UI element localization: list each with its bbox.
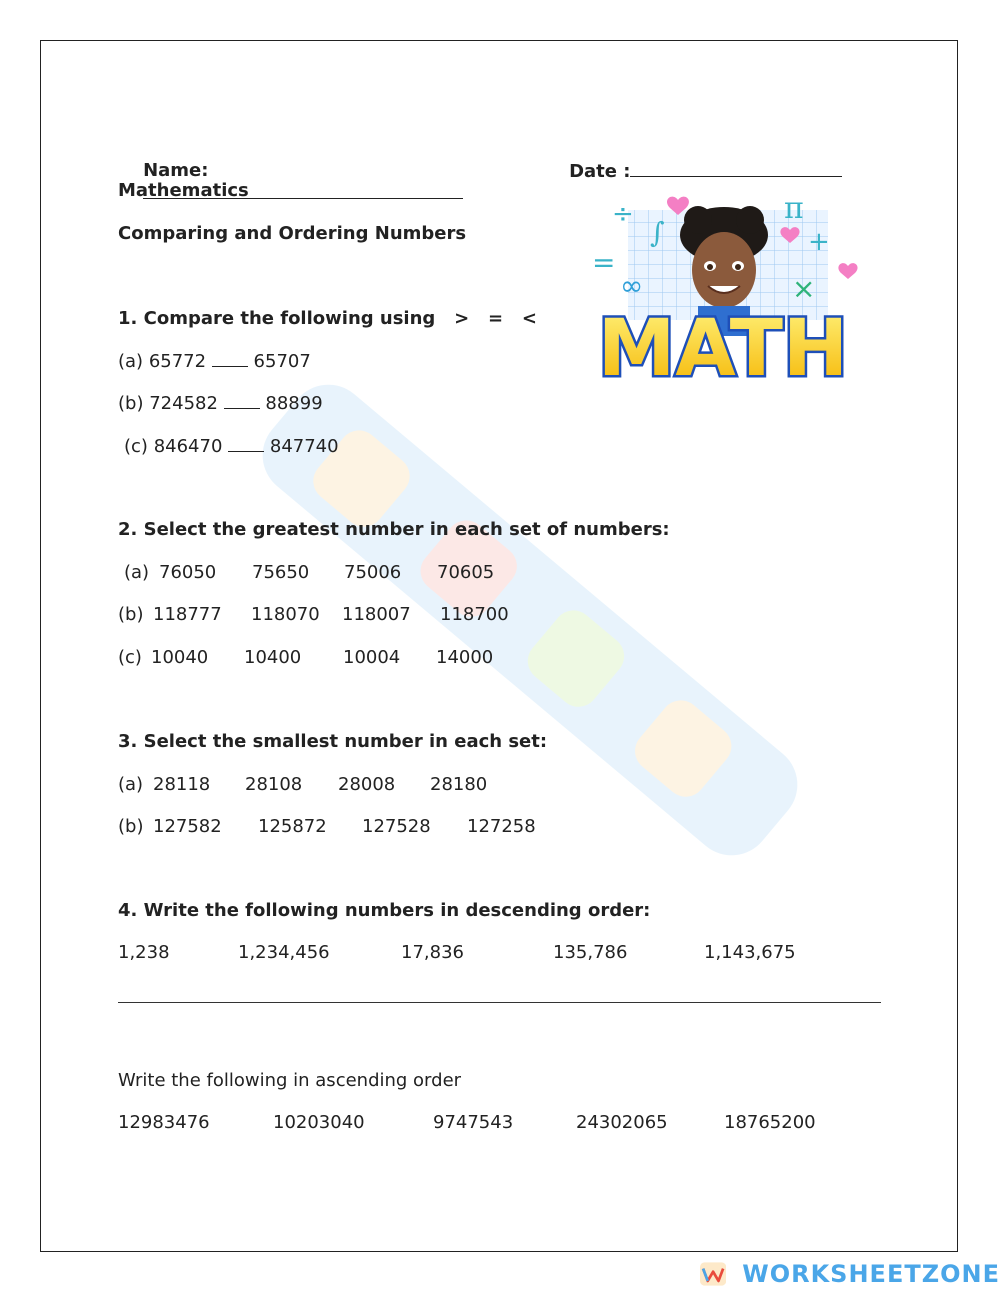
worksheetzone-logo[interactable] (700, 1256, 1000, 1291)
subject-heading: Mathematics (118, 180, 249, 201)
q2-b-num-1: 118777 (153, 604, 222, 625)
q5-num-2: 10203040 (273, 1112, 365, 1133)
q3-b-num-4: 127258 (467, 816, 536, 837)
q2-c-label: (c) (118, 647, 142, 668)
q4-num-2: 1,234,456 (238, 942, 330, 963)
q4-num-5: 1,143,675 (704, 942, 796, 963)
q1-a-blank[interactable] (212, 350, 248, 367)
q2-c-num-1: 10040 (151, 647, 209, 668)
q3-b-label: (b) (118, 816, 144, 837)
q3-b-num-2: 125872 (258, 816, 327, 837)
q2-a-label: (a) (124, 562, 150, 583)
svg-text:÷: ÷ (612, 199, 634, 229)
topic-heading: Comparing and Ordering Numbers (118, 223, 467, 244)
math-word: MATH (597, 304, 849, 388)
brand-name: WORKSHEETZONE (742, 1259, 1000, 1288)
q5-num-3: 9747543 (433, 1112, 514, 1133)
svg-text:∞: ∞ (620, 269, 644, 302)
q3-b-num-1: 127582 (153, 816, 222, 837)
q3-title: 3. Select the smallest number in each set: (118, 731, 548, 752)
date-blank[interactable] (630, 160, 842, 177)
q3-b-num-3: 127528 (362, 816, 431, 837)
svg-text:+: + (808, 227, 830, 257)
w-logo-icon (700, 1259, 726, 1289)
q5-num-5: 18765200 (724, 1112, 816, 1133)
svg-text:×: × (792, 272, 816, 305)
svg-text:=: = (592, 246, 616, 279)
q2-a-num-2: 75650 (252, 562, 310, 583)
q1-item-a: (a) 65772 65707 (118, 351, 311, 372)
q2-c-num-4: 14000 (436, 647, 494, 668)
q4-num-1: 1,238 (118, 942, 170, 963)
q3-a-num-4: 28180 (430, 774, 488, 795)
name-label: Name: (143, 160, 209, 181)
q4-answer-line[interactable] (118, 1002, 881, 1003)
date-label: Date : (569, 161, 631, 182)
q2-b-num-3: 118007 (342, 604, 411, 625)
q1-item-c: (c) 846470 847740 (124, 436, 339, 457)
svg-text:∫: ∫ (650, 216, 665, 249)
q1-title: 1. Compare the following using > = < (118, 308, 537, 329)
q1-c-blank[interactable] (228, 435, 264, 452)
q2-a-num-4: 70605 (437, 562, 495, 583)
q3-a-num-1: 28118 (153, 774, 211, 795)
q2-b-num-2: 118070 (251, 604, 320, 625)
q2-a-num-1: 76050 (159, 562, 217, 583)
q3-a-label: (a) (118, 774, 144, 795)
q4-title: 4. Write the following numbers in descending order: (118, 900, 651, 921)
q2-a-num-3: 75006 (344, 562, 402, 583)
q3-a-num-2: 28108 (245, 774, 303, 795)
q5-title: Write the following in ascending order (118, 1070, 462, 1091)
q4-num-3: 17,836 (401, 942, 464, 963)
q1-item-b: (b) 724582 88899 (118, 393, 323, 414)
math-illustration (578, 180, 868, 388)
q2-title: 2. Select the greatest number in each set of numbers: (118, 519, 670, 540)
q4-num-4: 135,786 (553, 942, 628, 963)
q1-b-blank[interactable] (224, 392, 260, 409)
q5-num-1: 12983476 (118, 1112, 210, 1133)
q5-num-4: 24302065 (576, 1112, 668, 1133)
q3-a-num-3: 28008 (338, 774, 396, 795)
q2-b-label: (b) (118, 604, 144, 625)
q2-b-num-4: 118700 (440, 604, 509, 625)
q2-c-num-3: 10004 (343, 647, 401, 668)
q2-c-num-2: 10400 (244, 647, 302, 668)
svg-text:π: π (784, 191, 804, 226)
